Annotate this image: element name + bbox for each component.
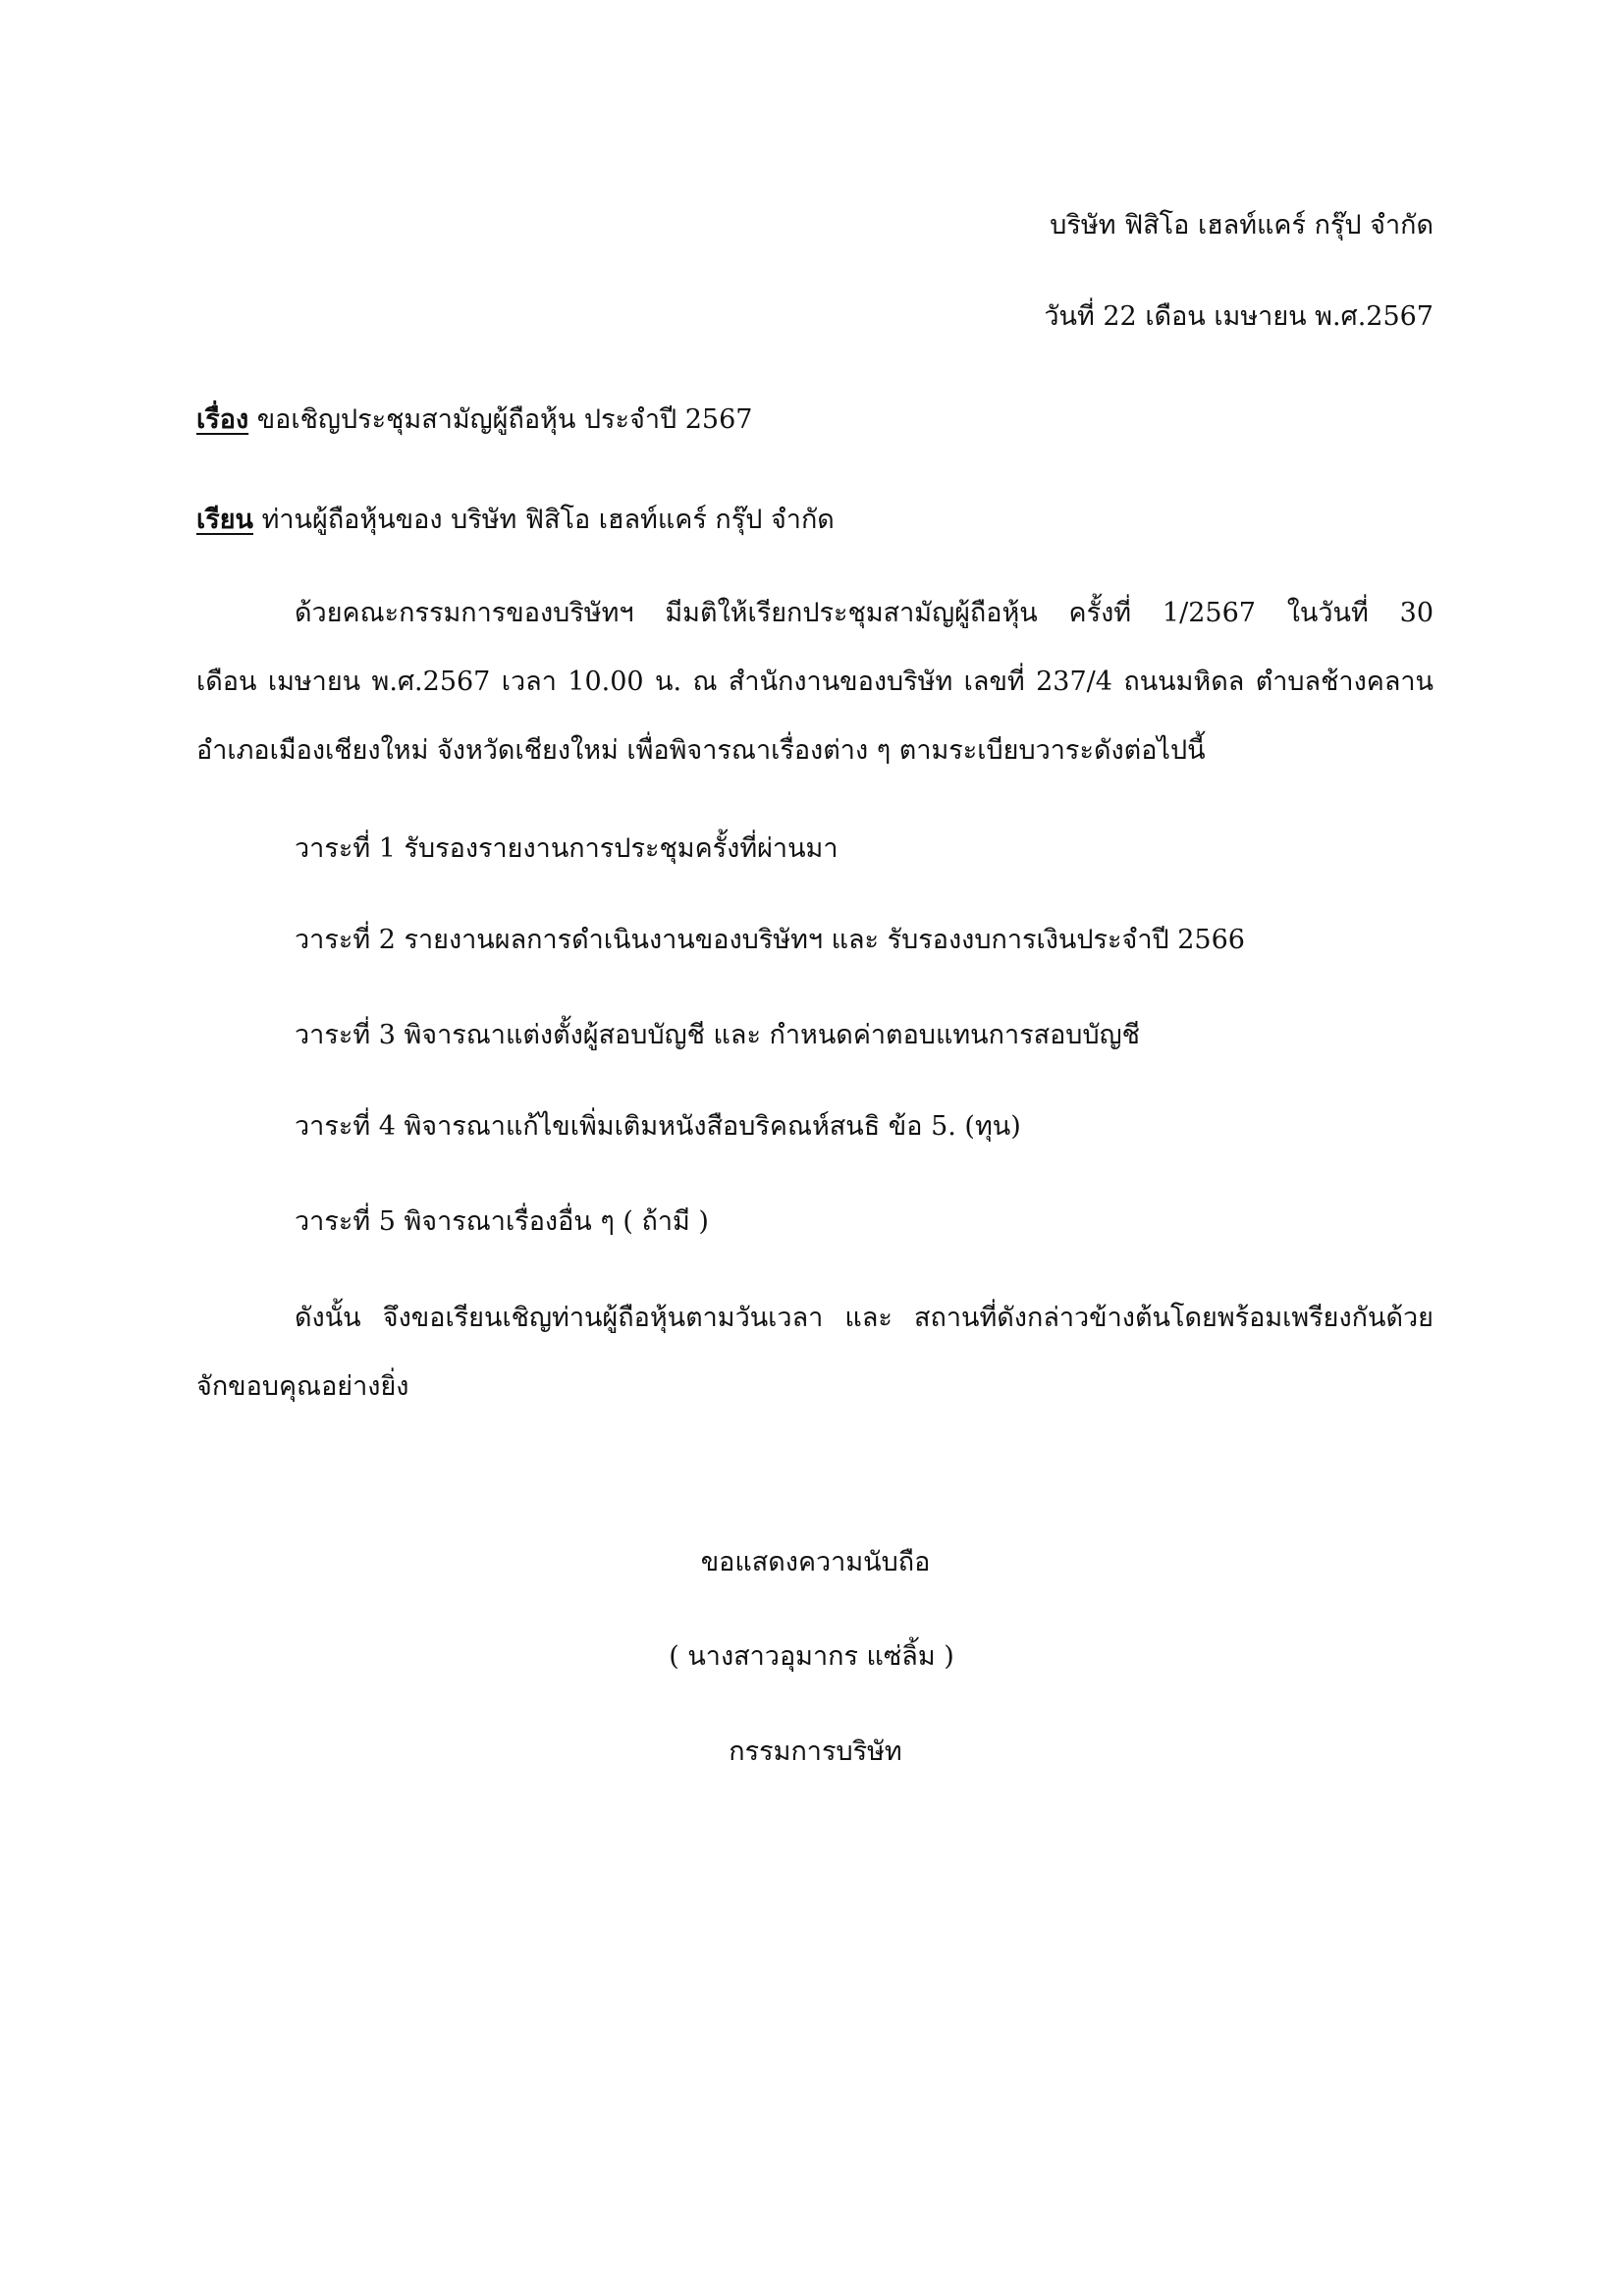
signature-regards: ขอแสดงความนับถือ [700, 1547, 931, 1577]
company-name: บริษัท ฟิสิโอ เฮลท์แคร์ กรุ๊ป จำกัด [1050, 210, 1434, 240]
subject-text: ขอเชิญประชุมสามัญผู้ถือหุ้น ประจำปี 2567 [248, 404, 753, 435]
intro-line-2: เดือน เมษายน พ.ศ.2567 เวลา 10.00 น. ณ สำนักงานของบริษัท เลขที่ 237/4 ถนนมหิดล ตำบลช้างคลาน [196, 667, 1434, 697]
agenda-item-1: วาระที่ 1 รับรองรายงานการประชุมครั้งที่ผ่านมา [295, 833, 839, 864]
intro-line-3: อำเภอเมืองเชียงใหม่ จังหวัดเชียงใหม่ เพื่อพิจารณาเรื่องต่าง ๆ ตามระเบียบวาระดังต่อไปนี้ [196, 735, 1206, 766]
subject-line [196, 400, 752, 440]
letter-date: วันที่ 22 เดือน เมษายน พ.ศ.2567 [1044, 301, 1434, 332]
agenda-item-5: วาระที่ 5 พิจารณาเรื่องอื่น ๆ ( ถ้ามี ) [295, 1206, 709, 1237]
recipient-label: เรียน [196, 505, 254, 535]
intro-line-1: ด้วยคณะกรรมการของบริษัทฯ มีมติให้เรียกประชุมสามัญผู้ถือหุ้น ครั้งที่ 1/2567 ในวันที่ 30 [295, 598, 1434, 628]
recipient-line [196, 501, 835, 540]
signature-title: กรรมการบริษัท [729, 1736, 902, 1767]
closing-line-2: จักขอบคุณอย่างยิ่ง [196, 1371, 409, 1402]
signature-name: ( นางสาวอุมากร แซ่ลิ้ม ) [669, 1641, 954, 1672]
subject-label: เรื่อง [196, 404, 249, 435]
recipient-text: ท่านผู้ถือหุ้นของ บริษัท ฟิสิโอ เฮลท์แคร์ กรุ๊ป จำกัด [253, 505, 835, 535]
agenda-item-3: วาระที่ 3 พิจารณาแต่งตั้งผู้สอบบัญชี และ กำหนดค่าตอบแทนการสอบบัญชี [295, 1020, 1140, 1050]
agenda-item-4: วาระที่ 4 พิจารณาแก้ไขเพิ่มเติมหนังสือบริคณห์สนธิ ข้อ 5. (ทุน) [295, 1111, 1021, 1142]
closing-line-1: ดังนั้น จึงขอเรียนเชิญท่านผู้ถือหุ้นตามวันเวลา และ สถานที่ดังกล่าวข้างต้นโดยพร้อมเพรียงกันด้วย [295, 1303, 1434, 1333]
agenda-item-2: วาระที่ 2 รายงานผลการดำเนินงานของบริษัทฯ และ รับรองงบการเงินประจำปี 2566 [295, 925, 1245, 955]
